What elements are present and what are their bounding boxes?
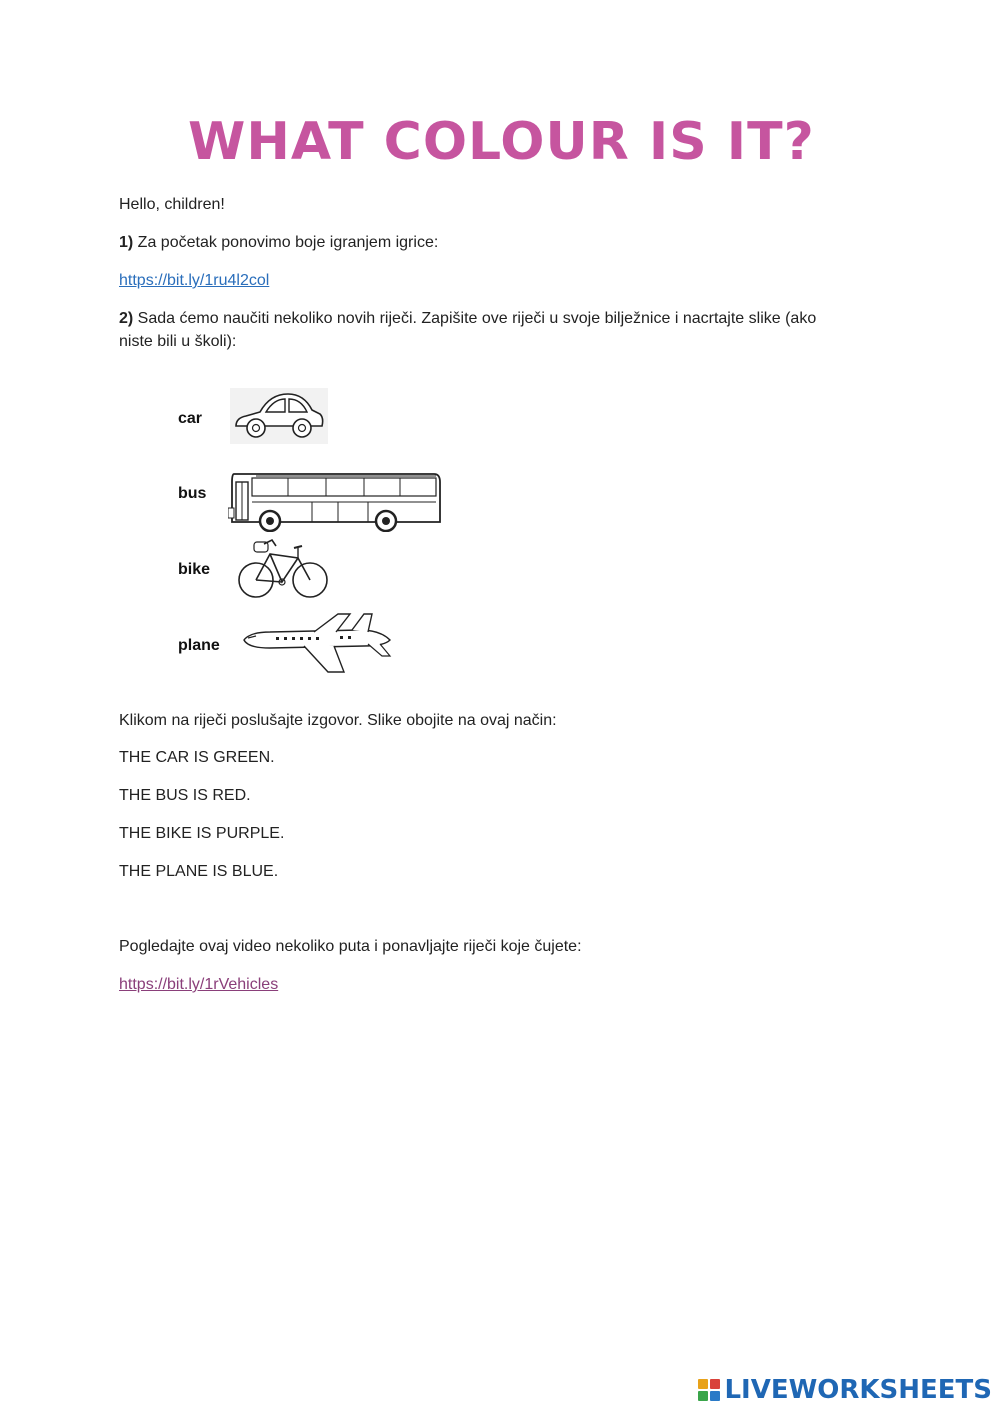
bike-icon [236, 536, 330, 600]
bus-icon [228, 468, 444, 532]
video-link[interactable]: https://bit.ly/1rVehicles [119, 976, 279, 993]
step-1-text [119, 232, 438, 254]
sentence-plane: THE PLANE IS BLUE. [119, 863, 279, 880]
video-instruction: Pogledajte ovaj video nekoliko puta i ponavljajte riječi koje čujete: [119, 938, 582, 955]
logo-wordmark: LIVEWORKSHEETS [724, 1375, 992, 1405]
game-link[interactable]: https://bit.ly/1ru4l2col [119, 272, 270, 289]
instruction-text: Klikom na riječi poslušajte izgovor. Slike obojite na ovaj način: [119, 712, 557, 729]
vocab-word-plane[interactable]: plane [178, 637, 220, 654]
vocab-word-car[interactable]: car [178, 410, 203, 427]
plane-icon [240, 610, 396, 678]
vocab-word-bus[interactable]: bus [178, 485, 207, 502]
liveworksheets-logo[interactable] [698, 1375, 992, 1405]
logo-blocks-icon [698, 1379, 720, 1401]
video-link-line [119, 974, 278, 996]
step-1-number: 1) [119, 234, 134, 251]
step-1-body: Za početak ponovimo boje igranjem igrice: [133, 234, 439, 251]
sentence-car: THE CAR IS GREEN. [119, 749, 275, 766]
step-2-text-line2: niste bili u školi): [119, 333, 237, 350]
sentence-bus: THE BUS IS RED. [119, 787, 251, 804]
car-icon [230, 388, 328, 444]
greeting-text: Hello, children! [119, 196, 225, 213]
game-link-line [119, 270, 269, 292]
sentence-bike: THE BIKE IS PURPLE. [119, 825, 285, 842]
step-2-text [119, 308, 816, 330]
page-title: WHAT COLOUR IS IT? [188, 112, 815, 172]
step-2-body-line1: Sada ćemo naučiti nekoliko novih riječi. Zapišite ove riječi u svoje bilježnice i nacrtajte slike (ako [133, 310, 817, 327]
step-2-number: 2) [119, 310, 134, 327]
vocab-word-bike[interactable]: bike [178, 561, 211, 578]
